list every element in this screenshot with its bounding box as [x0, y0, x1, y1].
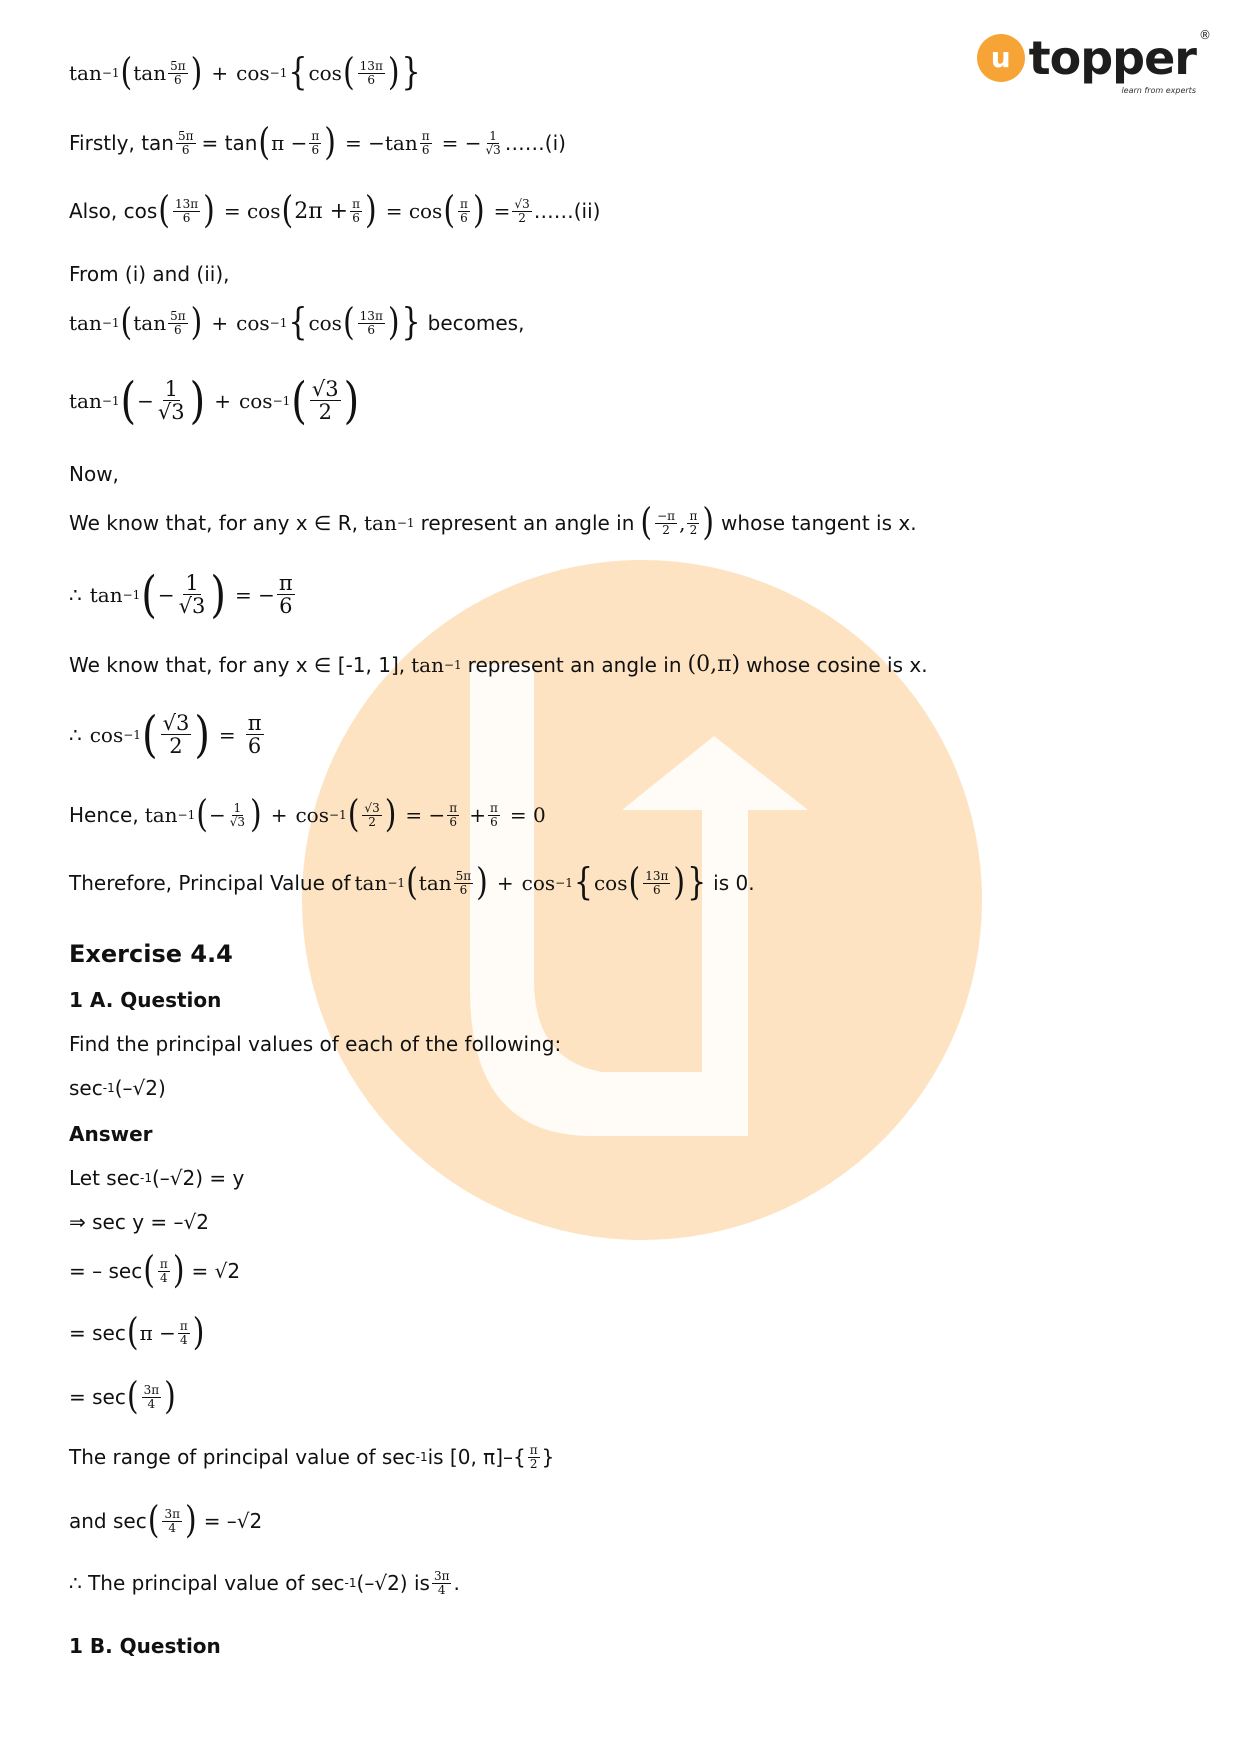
text-tangent-range: We know that, for any x ∈ R, tan −1 represent an angle in ( $\frac{-\pi}{2}$ , $\frac{\pi}{2}$ ) whose tangent is x. — [69, 500, 917, 545]
step-firstly: Firstly, tan $\frac{5\pi}{6}$ = tan ( π − $\frac{\pi}{6}$ ) = −tan $\frac{\pi}{6}$ = − $\frac{1}{√3}$ ……(i) — [69, 120, 566, 165]
expression-substituted: tan −1 ( − $\frac{1}{√3}$ ) + cos −1 ( $\frac{√3}{2}$ ) — [69, 371, 360, 430]
question-text: Find the principal values of each of the following: — [69, 1032, 562, 1056]
step-hence: Hence, tan −1 ( − $\frac{1}{√3}$ ) + cos −1 ( $\frac{√3}{2}$ ) = − $\frac{\pi}{6}$ + $\frac{\pi}{6}$ = 0 — [69, 792, 546, 837]
question-expression: sec -1 (–√2) — [69, 1076, 166, 1100]
answer-step-2: = sec ( π − $\frac{\pi}{4}$ ) — [69, 1310, 205, 1355]
step-also: Also, cos ( $\frac{13\pi}{6}$ ) = cos ( 2π + $\frac{\pi}{6}$ ) = cos ( $\frac{\pi}{6}$ ) = $\frac{√3}{2}$ ……(ii) — [69, 188, 601, 233]
answer-step-1: = – sec ( $\frac{\pi}{4}$ ) = √2 — [69, 1248, 241, 1293]
text-now: Now, — [69, 462, 119, 486]
text-from-i-ii: From (i) and (ii), — [69, 262, 230, 286]
result-tan-inverse: ∴ tan −1 ( − $\frac{1}{√3}$ ) = − $\frac{\pi}{6}$ — [69, 565, 293, 624]
answer-let: Let sec -1 (–√2) = y — [69, 1166, 245, 1190]
question-1a-heading: 1 A. Question — [69, 988, 222, 1012]
conclusion-principal-value: Therefore, Principal Value of tan −1 ( tan $\frac{5\pi}{6}$ ) + cos −1 { cos ( $\frac{13\pi}{6}$ ) } is 0. — [69, 860, 755, 905]
answer-and: and sec ( $\frac{3\pi}{4}$ ) = –√2 — [69, 1498, 263, 1543]
answer-heading: Answer — [69, 1122, 153, 1146]
expression-becomes: tan −1 ( tan $\frac{5\pi}{6}$ ) + cos −1 { cos ( $\frac{13\pi}{6}$ ) } becomes, — [69, 300, 525, 345]
answer-principal-value: ∴ The principal value of sec -1 (–√2) is $\frac{3\pi}{4}$ . — [69, 1569, 460, 1597]
text-cosine-range: We know that, for any x ∈ [-1, 1], tan −1 represent an angle in (0,π) whose cosine is x. — [69, 652, 928, 677]
expression-original: tan −1 ( tan $\frac{5\pi}{6}$ ) + cos −1 { cos ( $\frac{13\pi}{6}$ ) } — [69, 50, 421, 95]
answer-implies: ⇒ sec y = –√2 — [69, 1210, 209, 1234]
logo-u-icon: u — [977, 34, 1025, 82]
logo-wordmark: topper ® learn from experts — [1028, 28, 1210, 95]
answer-step-3: = sec ( $\frac{3\pi}{4}$ ) — [69, 1374, 176, 1419]
answer-range: The range of principal value of sec -1 is [0, π]–{ $\frac{\pi}{2}$ } — [69, 1443, 555, 1471]
result-cos-inverse: ∴ cos −1 ( $\frac{√3}{2}$ ) = $\frac{\pi}{6}$ — [69, 705, 262, 764]
fraction: $\frac{13\pi}{6}$ — [359, 58, 383, 87]
topper-logo — [977, 26, 1210, 95]
question-1b-heading: 1 B. Question — [69, 1634, 221, 1658]
exercise-heading: Exercise 4.4 — [69, 940, 233, 968]
fraction: $\frac{5\pi}{6}$ — [170, 58, 186, 87]
